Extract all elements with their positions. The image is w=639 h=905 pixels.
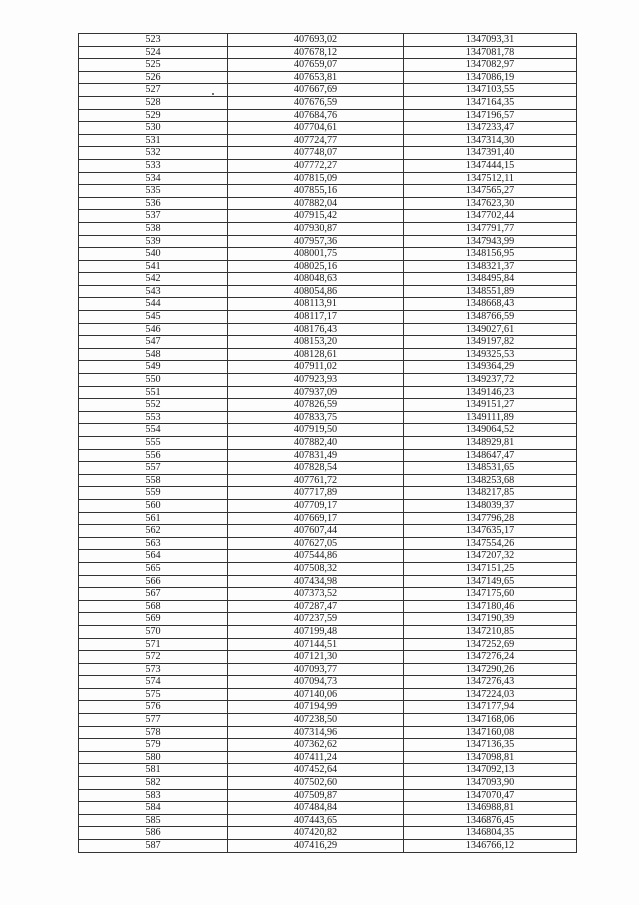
- x-coordinate-cell: 407915,42: [228, 210, 404, 223]
- x-coordinate-cell: 407693,02: [228, 34, 404, 47]
- table-row: [79, 197, 577, 210]
- point-number-cell: 537: [79, 210, 228, 223]
- point-number-cell: 527: [79, 84, 228, 97]
- table-row: [79, 701, 577, 714]
- table-row: [79, 814, 577, 827]
- point-number-cell: 531: [79, 134, 228, 147]
- table-row: [79, 449, 577, 462]
- table-row: [79, 222, 577, 235]
- y-coordinate-cell: 1348495,84: [404, 273, 577, 286]
- y-coordinate-cell: 1349325,53: [404, 348, 577, 361]
- y-coordinate-cell: 1346766,12: [404, 840, 577, 853]
- y-coordinate-cell: 1347391,40: [404, 147, 577, 160]
- y-coordinate-cell: 1348929,81: [404, 437, 577, 450]
- y-coordinate-cell: 1347233,47: [404, 122, 577, 135]
- x-coordinate-cell: 407678,12: [228, 46, 404, 59]
- point-number-cell: 573: [79, 663, 228, 676]
- y-coordinate-cell: 1347082,97: [404, 59, 577, 72]
- y-coordinate-cell: 1348156,95: [404, 248, 577, 261]
- y-coordinate-cell: 1347290,26: [404, 663, 577, 676]
- point-number-cell: 580: [79, 751, 228, 764]
- table-row: [79, 789, 577, 802]
- x-coordinate-cell: 407815,09: [228, 172, 404, 185]
- x-coordinate-cell: 407452,64: [228, 764, 404, 777]
- point-number-cell: 545: [79, 311, 228, 324]
- y-coordinate-cell: 1349064,52: [404, 424, 577, 437]
- x-coordinate-cell: 408113,91: [228, 298, 404, 311]
- x-coordinate-cell: 408001,75: [228, 248, 404, 261]
- table-row: [79, 588, 577, 601]
- y-coordinate-cell: 1347093,90: [404, 777, 577, 790]
- table-row: [79, 751, 577, 764]
- table-row: [79, 361, 577, 374]
- x-coordinate-cell: 407826,59: [228, 399, 404, 412]
- point-number-cell: 572: [79, 651, 228, 664]
- table-row: [79, 550, 577, 563]
- y-coordinate-cell: 1347180,46: [404, 600, 577, 613]
- x-coordinate-cell: 407502,60: [228, 777, 404, 790]
- table-row: [79, 726, 577, 739]
- x-coordinate-cell: 407930,87: [228, 222, 404, 235]
- point-number-cell: 567: [79, 588, 228, 601]
- table-row: [79, 638, 577, 651]
- point-number-cell: 530: [79, 122, 228, 135]
- point-number-cell: 560: [79, 499, 228, 512]
- x-coordinate-cell: 408025,16: [228, 260, 404, 273]
- x-coordinate-cell: 407937,09: [228, 386, 404, 399]
- point-number-cell: 581: [79, 764, 228, 777]
- x-coordinate-cell: 407676,59: [228, 96, 404, 109]
- x-coordinate-cell: 407094,73: [228, 676, 404, 689]
- y-coordinate-cell: 1347196,57: [404, 109, 577, 122]
- table-row: [79, 285, 577, 298]
- y-coordinate-cell: 1349197,82: [404, 336, 577, 349]
- y-coordinate-cell: 1347207,32: [404, 550, 577, 563]
- point-number-cell: 535: [79, 185, 228, 198]
- y-coordinate-cell: 1347149,65: [404, 575, 577, 588]
- x-coordinate-cell: 407957,36: [228, 235, 404, 248]
- table-row: [79, 424, 577, 437]
- table-row: [79, 437, 577, 450]
- point-number-cell: 584: [79, 802, 228, 815]
- y-coordinate-cell: 1347791,77: [404, 222, 577, 235]
- table-row: [79, 210, 577, 223]
- y-coordinate-cell: 1348766,59: [404, 311, 577, 324]
- table-row: [79, 777, 577, 790]
- table-row: [79, 625, 577, 638]
- y-coordinate-cell: 1347098,81: [404, 751, 577, 764]
- x-coordinate-cell: 407653,81: [228, 71, 404, 84]
- point-number-cell: 559: [79, 487, 228, 500]
- x-coordinate-cell: 407420,82: [228, 827, 404, 840]
- table-row: [79, 613, 577, 626]
- point-number-cell: 543: [79, 285, 228, 298]
- y-coordinate-cell: 1347210,85: [404, 625, 577, 638]
- point-number-cell: 575: [79, 688, 228, 701]
- table-row: [79, 96, 577, 109]
- y-coordinate-cell: 1347635,17: [404, 525, 577, 538]
- x-coordinate-cell: 407194,99: [228, 701, 404, 714]
- y-coordinate-cell: 1346804,35: [404, 827, 577, 840]
- point-number-cell: 587: [79, 840, 228, 853]
- table-row: [79, 348, 577, 361]
- x-coordinate-cell: 408054,86: [228, 285, 404, 298]
- point-number-cell: 553: [79, 411, 228, 424]
- y-coordinate-cell: 1347314,30: [404, 134, 577, 147]
- point-number-cell: 555: [79, 437, 228, 450]
- table-row: [79, 575, 577, 588]
- point-number-cell: 540: [79, 248, 228, 261]
- x-coordinate-cell: 407882,04: [228, 197, 404, 210]
- table-row: [79, 827, 577, 840]
- point-number-cell: 534: [79, 172, 228, 185]
- table-row: [79, 462, 577, 475]
- y-coordinate-cell: 1347190,39: [404, 613, 577, 626]
- y-coordinate-cell: 1347092,13: [404, 764, 577, 777]
- x-coordinate-cell: 407724,77: [228, 134, 404, 147]
- y-coordinate-cell: 1347943,99: [404, 235, 577, 248]
- x-coordinate-cell: 407373,52: [228, 588, 404, 601]
- table-row: [79, 487, 577, 500]
- table-row: [79, 109, 577, 122]
- x-coordinate-cell: 407362,62: [228, 739, 404, 752]
- point-number-cell: 574: [79, 676, 228, 689]
- y-coordinate-cell: 1347168,06: [404, 714, 577, 727]
- y-coordinate-cell: 1349364,29: [404, 361, 577, 374]
- point-number-cell: 554: [79, 424, 228, 437]
- x-coordinate-cell: 407237,59: [228, 613, 404, 626]
- y-coordinate-cell: 1347103,55: [404, 84, 577, 97]
- y-coordinate-cell: 1349237,72: [404, 374, 577, 387]
- table-row: [79, 46, 577, 59]
- y-coordinate-cell: 1348668,43: [404, 298, 577, 311]
- y-coordinate-cell: 1347702,44: [404, 210, 577, 223]
- y-coordinate-cell: 1347136,35: [404, 739, 577, 752]
- point-number-cell: 557: [79, 462, 228, 475]
- point-number-cell: 571: [79, 638, 228, 651]
- table-row: [79, 298, 577, 311]
- x-coordinate-cell: 407704,61: [228, 122, 404, 135]
- point-number-cell: 558: [79, 474, 228, 487]
- table-row: [79, 273, 577, 286]
- table-row: [79, 399, 577, 412]
- point-number-cell: 529: [79, 109, 228, 122]
- x-coordinate-cell: 407761,72: [228, 474, 404, 487]
- y-coordinate-cell: 1347224,03: [404, 688, 577, 701]
- y-coordinate-cell: 1347623,30: [404, 197, 577, 210]
- y-coordinate-cell: 1348039,37: [404, 499, 577, 512]
- table-row: [79, 764, 577, 777]
- table-row: [79, 336, 577, 349]
- table-row: [79, 676, 577, 689]
- table-row: [79, 840, 577, 853]
- table-row: [79, 134, 577, 147]
- x-coordinate-cell: 407659,07: [228, 59, 404, 72]
- table-row: [79, 688, 577, 701]
- y-coordinate-cell: 1349146,23: [404, 386, 577, 399]
- table-row: [79, 311, 577, 324]
- point-number-cell: 570: [79, 625, 228, 638]
- point-number-cell: 565: [79, 562, 228, 575]
- y-coordinate-cell: 1347512,11: [404, 172, 577, 185]
- y-coordinate-cell: 1347796,28: [404, 512, 577, 525]
- point-number-cell: 551: [79, 386, 228, 399]
- x-coordinate-cell: 407748,07: [228, 147, 404, 160]
- coordinates-table: [78, 33, 577, 853]
- x-coordinate-cell: 407717,89: [228, 487, 404, 500]
- y-coordinate-cell: 1349027,61: [404, 323, 577, 336]
- y-coordinate-cell: 1347554,26: [404, 537, 577, 550]
- point-number-cell: 568: [79, 600, 228, 613]
- x-coordinate-cell: 407314,96: [228, 726, 404, 739]
- x-coordinate-cell: 407144,51: [228, 638, 404, 651]
- point-number-cell: 583: [79, 789, 228, 802]
- x-coordinate-cell: 407434,98: [228, 575, 404, 588]
- table-row: [79, 248, 577, 261]
- point-number-cell: 550: [79, 374, 228, 387]
- table-row: [79, 600, 577, 613]
- y-coordinate-cell: 1347444,15: [404, 159, 577, 172]
- scan-speck: [212, 93, 214, 95]
- table-row: [79, 71, 577, 84]
- table-row: [79, 802, 577, 815]
- point-number-cell: 526: [79, 71, 228, 84]
- x-coordinate-cell: 407508,32: [228, 562, 404, 575]
- point-number-cell: 536: [79, 197, 228, 210]
- point-number-cell: 523: [79, 34, 228, 47]
- table-row: [79, 714, 577, 727]
- x-coordinate-cell: 407121,30: [228, 651, 404, 664]
- x-coordinate-cell: 407443,65: [228, 814, 404, 827]
- y-coordinate-cell: 1347276,24: [404, 651, 577, 664]
- x-coordinate-cell: 407238,50: [228, 714, 404, 727]
- table-row: [79, 185, 577, 198]
- x-coordinate-cell: 407831,49: [228, 449, 404, 462]
- point-number-cell: 532: [79, 147, 228, 160]
- y-coordinate-cell: 1347070,47: [404, 789, 577, 802]
- table-row: [79, 512, 577, 525]
- x-coordinate-cell: 407923,93: [228, 374, 404, 387]
- table-row: [79, 499, 577, 512]
- x-coordinate-cell: 407855,16: [228, 185, 404, 198]
- table-row: [79, 235, 577, 248]
- x-coordinate-cell: 408153,20: [228, 336, 404, 349]
- point-number-cell: 576: [79, 701, 228, 714]
- point-number-cell: 533: [79, 159, 228, 172]
- table-row: [79, 537, 577, 550]
- point-number-cell: 548: [79, 348, 228, 361]
- x-coordinate-cell: 407833,75: [228, 411, 404, 424]
- x-coordinate-cell: 407199,48: [228, 625, 404, 638]
- y-coordinate-cell: 1346988,81: [404, 802, 577, 815]
- point-number-cell: 546: [79, 323, 228, 336]
- y-coordinate-cell: 1347093,31: [404, 34, 577, 47]
- point-number-cell: 566: [79, 575, 228, 588]
- x-coordinate-cell: 407627,05: [228, 537, 404, 550]
- point-number-cell: 578: [79, 726, 228, 739]
- x-coordinate-cell: 407709,17: [228, 499, 404, 512]
- coordinates-table-body: [79, 34, 577, 853]
- x-coordinate-cell: 408117,17: [228, 311, 404, 324]
- x-coordinate-cell: 408176,43: [228, 323, 404, 336]
- x-coordinate-cell: 407911,02: [228, 361, 404, 374]
- point-number-cell: 579: [79, 739, 228, 752]
- y-coordinate-cell: 1347252,69: [404, 638, 577, 651]
- y-coordinate-cell: 1348531,65: [404, 462, 577, 475]
- table-row: [79, 474, 577, 487]
- point-number-cell: 563: [79, 537, 228, 550]
- y-coordinate-cell: 1347175,60: [404, 588, 577, 601]
- point-number-cell: 547: [79, 336, 228, 349]
- table-row: [79, 386, 577, 399]
- x-coordinate-cell: 407484,84: [228, 802, 404, 815]
- table-row: [79, 59, 577, 72]
- y-coordinate-cell: 1347086,19: [404, 71, 577, 84]
- point-number-cell: 544: [79, 298, 228, 311]
- table-row: [79, 34, 577, 47]
- x-coordinate-cell: 407669,17: [228, 512, 404, 525]
- point-number-cell: 561: [79, 512, 228, 525]
- y-coordinate-cell: 1347565,27: [404, 185, 577, 198]
- x-coordinate-cell: 407828,54: [228, 462, 404, 475]
- point-number-cell: 528: [79, 96, 228, 109]
- y-coordinate-cell: 1346876,45: [404, 814, 577, 827]
- table-row: [79, 651, 577, 664]
- point-number-cell: 577: [79, 714, 228, 727]
- y-coordinate-cell: 1349111,89: [404, 411, 577, 424]
- table-row: [79, 411, 577, 424]
- x-coordinate-cell: 407684,76: [228, 109, 404, 122]
- table-row: [79, 323, 577, 336]
- x-coordinate-cell: 407416,29: [228, 840, 404, 853]
- x-coordinate-cell: 408128,61: [228, 348, 404, 361]
- point-number-cell: 564: [79, 550, 228, 563]
- table-row: [79, 374, 577, 387]
- table-row: [79, 260, 577, 273]
- point-number-cell: 556: [79, 449, 228, 462]
- x-coordinate-cell: 407140,06: [228, 688, 404, 701]
- table-row: [79, 525, 577, 538]
- y-coordinate-cell: 1347160,08: [404, 726, 577, 739]
- y-coordinate-cell: 1348253,68: [404, 474, 577, 487]
- point-number-cell: 538: [79, 222, 228, 235]
- y-coordinate-cell: 1348321,37: [404, 260, 577, 273]
- table-row: [79, 147, 577, 160]
- x-coordinate-cell: 407411,24: [228, 751, 404, 764]
- x-coordinate-cell: 408048,63: [228, 273, 404, 286]
- x-coordinate-cell: 407287,47: [228, 600, 404, 613]
- y-coordinate-cell: 1347151,25: [404, 562, 577, 575]
- point-number-cell: 549: [79, 361, 228, 374]
- table-row: [79, 159, 577, 172]
- table-row: [79, 562, 577, 575]
- x-coordinate-cell: 407544,86: [228, 550, 404, 563]
- point-number-cell: 562: [79, 525, 228, 538]
- point-number-cell: 539: [79, 235, 228, 248]
- x-coordinate-cell: 407607,44: [228, 525, 404, 538]
- table-row: [79, 122, 577, 135]
- y-coordinate-cell: 1347081,78: [404, 46, 577, 59]
- table-row: [79, 84, 577, 97]
- point-number-cell: 582: [79, 777, 228, 790]
- table-row: [79, 172, 577, 185]
- point-number-cell: 525: [79, 59, 228, 72]
- y-coordinate-cell: 1347164,35: [404, 96, 577, 109]
- table-row: [79, 739, 577, 752]
- y-coordinate-cell: 1349151,27: [404, 399, 577, 412]
- point-number-cell: 542: [79, 273, 228, 286]
- y-coordinate-cell: 1348647,47: [404, 449, 577, 462]
- y-coordinate-cell: 1347177,94: [404, 701, 577, 714]
- point-number-cell: 541: [79, 260, 228, 273]
- x-coordinate-cell: 407667,69: [228, 84, 404, 97]
- point-number-cell: 524: [79, 46, 228, 59]
- point-number-cell: 585: [79, 814, 228, 827]
- point-number-cell: 586: [79, 827, 228, 840]
- y-coordinate-cell: 1348551,89: [404, 285, 577, 298]
- table-row: [79, 663, 577, 676]
- y-coordinate-cell: 1347276,43: [404, 676, 577, 689]
- point-number-cell: 552: [79, 399, 228, 412]
- x-coordinate-cell: 407882,40: [228, 437, 404, 450]
- x-coordinate-cell: 407772,27: [228, 159, 404, 172]
- point-number-cell: 569: [79, 613, 228, 626]
- y-coordinate-cell: 1348217,85: [404, 487, 577, 500]
- x-coordinate-cell: 407093,77: [228, 663, 404, 676]
- x-coordinate-cell: 407509,87: [228, 789, 404, 802]
- x-coordinate-cell: 407919,50: [228, 424, 404, 437]
